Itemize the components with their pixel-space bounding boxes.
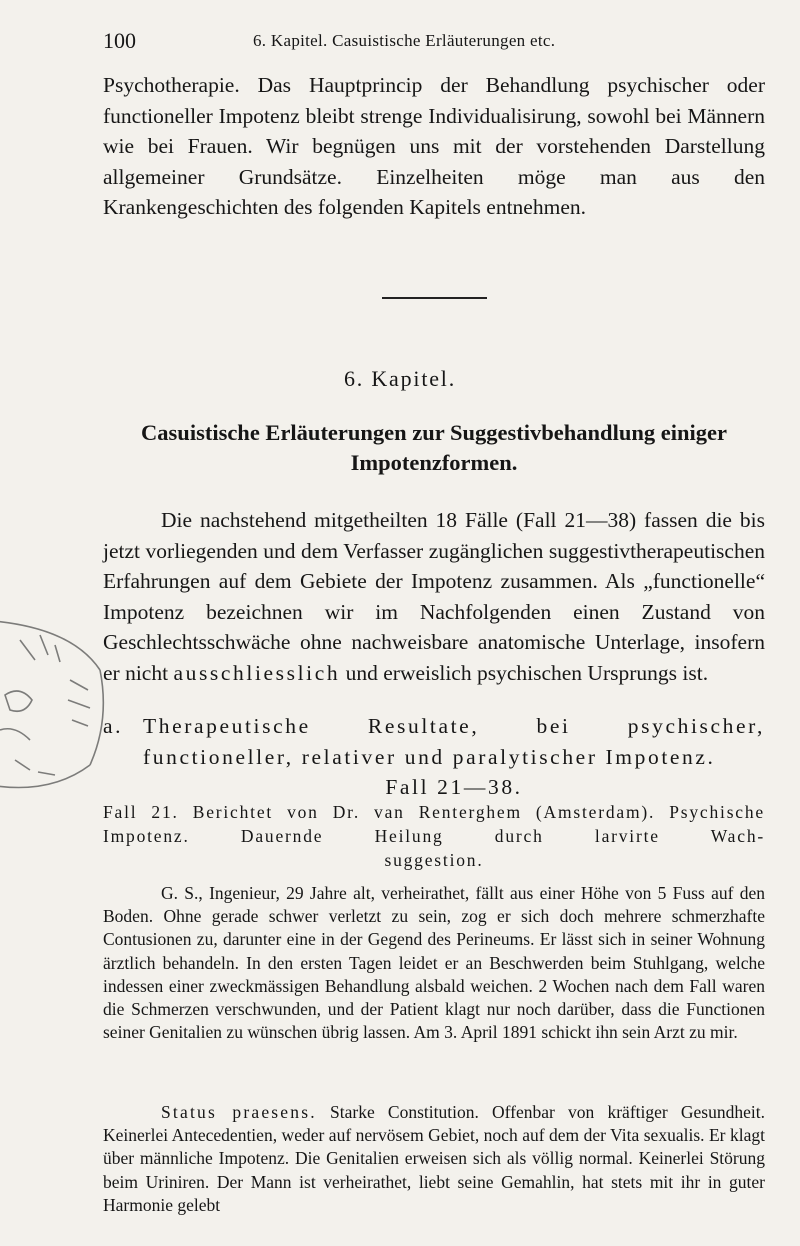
status-body: Starke Constitution. Offenbar von kräftiger Gesundheit. Keinerlei Antecedentien, weder auf nervösem Gebiet, noch auf dem der Vita sexualis. Er klagt über männliche Impotenz. Die Genitalien erweisen sich als völlig normal. Keinerlei Störung beim Uriniren. Der Mann ist verheirathet, liebt seine Gemahlin, hat stets mit ihr in guter Harmonie gelebt bbox=[103, 1102, 765, 1215]
section-title: Therapeutische Resultate, bei psychischer, functioneller, relativer und paralytischer Impotenz. bbox=[143, 714, 765, 769]
case-history-text: G. S., Ingenieur, 29 Jahre alt, verheirathet, fällt aus einer Höhe von 5 Fuss auf den Boden. Ohne gerade schwer verletzt zu sein, zog er sich doch mehrere schmerzhafte Contusionen zu, darunter eine in der Gegend des Perineums. Er lässt sich in seiner Wohnung ärztlich behandeln. In den ersten Tagen leidet er an Beschwerden beim Stuhlgang, welche indessen einer zweckmässigen Behandlung alsbald weichen. 2 Wochen nach dem Fall waren die Schmerzen verschwunden, und der Patient klagt nur noch darüber, dass die Functionen seiner Genitalien zu wünschen übrig lassen. Am 3. April 1891 schickt ihn sein Arzt zu mir. bbox=[103, 883, 765, 1043]
running-head: 6. Kapitel. Casuistische Erläuterungen etc. bbox=[253, 31, 556, 50]
emphasis-word: ausschliesslich bbox=[173, 660, 341, 685]
case-heading-end: suggestion. bbox=[384, 850, 484, 870]
status-text bbox=[103, 1101, 765, 1217]
page-number: 100 bbox=[103, 28, 136, 53]
chapter-intro-text bbox=[103, 505, 765, 688]
chapter-intro-part-2: und erweislich psychischen Ursprungs ist. bbox=[340, 660, 709, 685]
section-divider bbox=[382, 297, 487, 299]
section-label: a. bbox=[103, 714, 124, 738]
case-heading bbox=[103, 800, 765, 872]
intro-paragraph bbox=[103, 70, 765, 223]
chapter-intro-part-1: Die nachstehend mitgetheilten 18 Fälle (Fall 21—38) fassen die bis jetzt vorliegenden und dem Verfasser zugänglichen suggestivtherapeutischen Erfahrungen auf dem Gebiete der Impotenz zusammen. Als „functionelle“ Impotenz bezeichnen wir im Nachfolgenden einen Zustand von Geschlechtsschwäche ohne nachweisbare anatomische Unterlage, insofern er nicht bbox=[103, 508, 765, 685]
status-paragraph bbox=[103, 1101, 765, 1217]
status-label: Status praesens. bbox=[161, 1102, 317, 1122]
section-heading bbox=[103, 711, 765, 803]
chapter-title-line-2: Impotenzformen. bbox=[350, 450, 518, 475]
page-header bbox=[103, 28, 763, 60]
case-history-paragraph bbox=[103, 882, 765, 1044]
chapter-title bbox=[103, 418, 765, 478]
case-heading-text: Fall 21. Berichtet von Dr. van Renterghem (Amsterdam). Psychische Impotenz. Dauernde Heilung durch larvirte Wach- bbox=[103, 802, 765, 846]
intro-text: Psychotherapie. Das Hauptprincip der Behandlung psychischer oder functioneller Impotenz bleibt strenge Individualisirung, sowohl bei Männern wie bei Frauen. Wir begnügen uns mit der vorstehenden Darstellung allgemeiner Grundsätze. Einzelheiten möge man aus den Krankengeschichten des folgenden Kapitels entnehmen. bbox=[103, 73, 765, 219]
section-case-range: Fall 21—38. bbox=[385, 775, 523, 799]
library-stamp-icon bbox=[0, 600, 120, 800]
chapter-heading: 6. Kapitel. bbox=[343, 366, 457, 391]
chapter-title-line-1: Casuistische Erläuterungen zur Suggestivbehandlung einiger bbox=[141, 420, 727, 445]
chapter-intro-paragraph bbox=[103, 505, 765, 688]
